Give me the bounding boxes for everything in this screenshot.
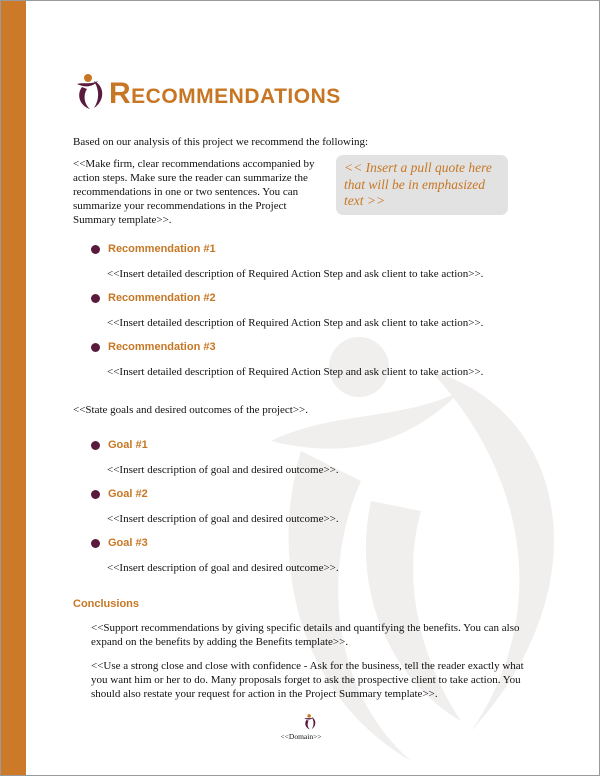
goal-title: Goal #1 <box>108 439 148 451</box>
figure-logo-icon <box>74 73 106 111</box>
lead-line: summarize your recommendations in the Project <box>73 200 287 212</box>
pull-quote-line: text >> <box>344 193 386 208</box>
goal-heading <box>91 487 148 501</box>
bullet-icon <box>91 539 100 548</box>
recommendation-title: Recommendation #2 <box>108 292 216 304</box>
recommendation-description: <<Insert detailed description of Required Action Step and ask client to take action>>. <box>107 366 484 378</box>
conclusions-paragraph <box>91 659 531 701</box>
lead-line: Summary template>>. <box>73 214 172 226</box>
goal-description: <<Insert description of goal and desired outcome>>. <box>107 464 339 476</box>
conclusions-paragraph <box>91 621 531 649</box>
conclusions-heading: Conclusions <box>73 598 140 610</box>
goals-intro-text: <<State goals and desired outcomes of the project>>. <box>73 404 308 416</box>
footer-logo-icon <box>303 713 317 731</box>
goal-heading <box>91 438 148 452</box>
lead-line: <<Make firm, clear recommendations accompanied by <box>73 158 315 170</box>
recommendation-title: Recommendation #3 <box>108 341 216 353</box>
recommendation-heading <box>91 291 216 305</box>
conclusions-line: expand on the benefits by adding the Benefits template>>. <box>91 636 349 648</box>
pull-quote-line: << Insert a pull quote here <box>344 160 492 175</box>
recommendation-heading <box>91 340 216 354</box>
bullet-icon <box>91 294 100 303</box>
watermark-figure-icon <box>241 331 600 776</box>
conclusions-line: <<Use a strong close and close with confidence - Ask for the business, tell the reader exactly what <box>91 660 524 672</box>
pull-quote <box>336 155 508 215</box>
goal-title: Goal #2 <box>108 488 148 500</box>
goal-title: Goal #3 <box>108 537 148 549</box>
goal-description: <<Insert description of goal and desired outcome>>. <box>107 513 339 525</box>
bullet-icon <box>91 441 100 450</box>
pull-quote-line: that will be in emphasized <box>344 176 485 192</box>
recommendation-description: <<Insert detailed description of Required Action Step and ask client to take action>>. <box>107 317 484 329</box>
bullet-icon <box>91 490 100 499</box>
footer-domain-text: <<Domain>> <box>280 732 322 741</box>
lead-line: recommendations in one or two sentences. You can <box>73 186 299 198</box>
recommendation-description: <<Insert detailed description of Required Action Step and ask client to take action>>. <box>107 268 484 280</box>
lead-line: action steps. Make sure the reader can summarize the <box>73 172 308 184</box>
conclusions-line: you want him or her to do. Many proposals forget to ask the prospective client to take action. You <box>91 674 521 686</box>
lead-paragraph <box>73 157 341 227</box>
recommendation-heading <box>91 242 216 256</box>
intro-text: Based on our analysis of this project we recommend the following: <box>73 136 369 148</box>
conclusions-line: should also restate your request for action in the Project Summary template>>. <box>91 688 438 700</box>
side-color-bar <box>1 1 26 776</box>
conclusions-line: <<Support recommendations by giving specific details and quantifying the benefits. You can also <box>91 622 520 634</box>
recommendation-title: Recommendation #1 <box>108 243 216 255</box>
bullet-icon <box>91 343 100 352</box>
goal-description: <<Insert description of goal and desired outcome>>. <box>107 562 339 574</box>
page-title: Recommendations <box>109 77 341 110</box>
goal-heading <box>91 536 148 550</box>
bullet-icon <box>91 245 100 254</box>
